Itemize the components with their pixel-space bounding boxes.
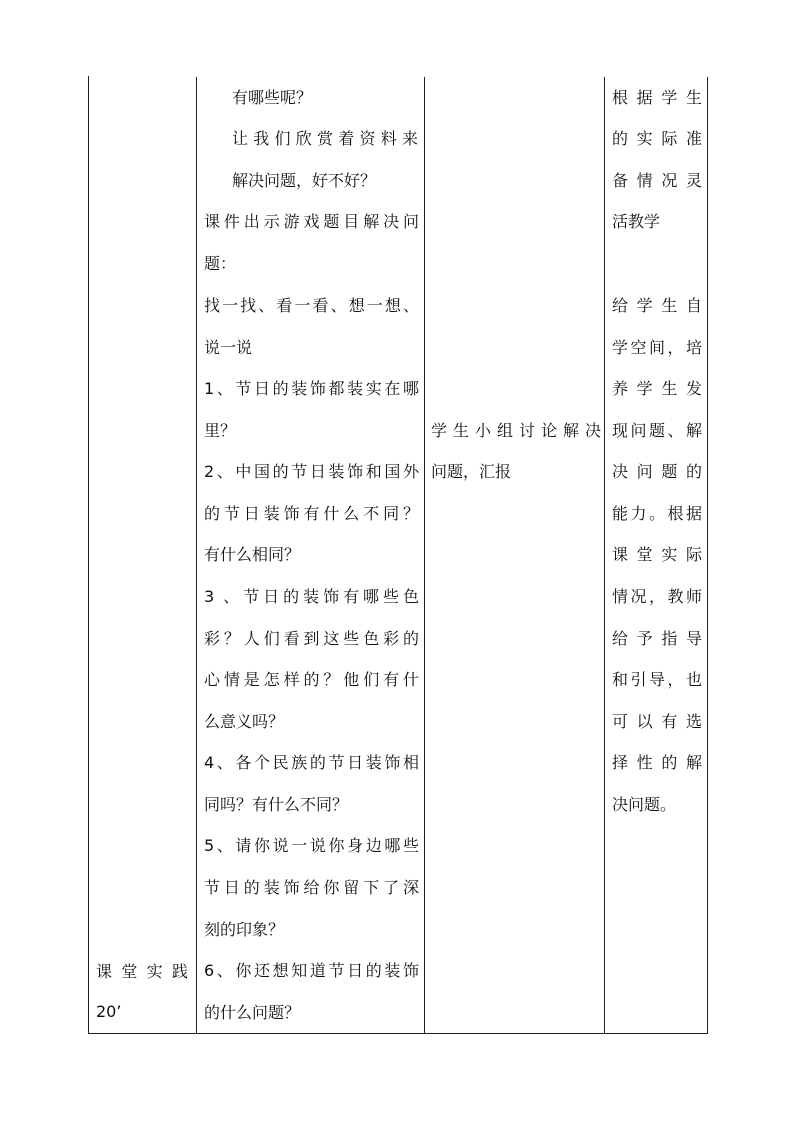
table-divider-2 <box>424 77 425 1034</box>
teacher-text-line: 彩？人们看到这些色彩的 <box>204 629 419 648</box>
intent-text-line: 给学生自 <box>612 296 702 315</box>
stage-label: 课堂实践 <box>96 962 188 981</box>
teacher-text-line: 1、节日的装饰都装实在哪 <box>204 379 419 398</box>
stage-time: 20’ <box>96 1002 122 1021</box>
intent-text-line: 课堂实际 <box>612 545 702 564</box>
intent-text-line: 现问题、解 <box>612 421 702 440</box>
intent-text-line: 和引导，也 <box>612 670 702 689</box>
intent-text-line: 决问题。 <box>612 795 677 814</box>
intent-text-line: 能力。根据 <box>612 504 702 523</box>
teacher-text-line: 的节日装饰有什么不同？ <box>204 504 419 523</box>
teacher-text-line: 课件出示游戏题目解决问 <box>204 212 419 231</box>
student-text-line: 问题，汇报 <box>431 462 512 481</box>
teacher-text-line: 4、各个民族的节日装饰相 <box>204 753 419 772</box>
teacher-text-line: 5、请你说一说你身边哪些 <box>204 836 419 855</box>
intent-text-line: 的实际准 <box>612 129 702 148</box>
intent-text-line: 根据学生 <box>612 88 702 107</box>
teacher-text-line: 找一找、看一看、想一想、 <box>204 296 419 315</box>
teacher-text-line: 节日的装饰给你留下了深 <box>204 878 419 897</box>
teacher-text-line: 有哪些呢？ <box>232 88 313 107</box>
teacher-text-line: 刻的印象？ <box>204 920 285 939</box>
teacher-text-line: 让我们欣赏着资料来 <box>232 129 418 148</box>
intent-text-line: 可以有选 <box>612 712 702 731</box>
teacher-text-line: 说一说 <box>204 338 253 357</box>
intent-text-line: 给予指导 <box>612 629 702 648</box>
teacher-text-line: 有什么相同？ <box>204 545 301 564</box>
table-divider-3 <box>604 77 605 1034</box>
table-divider-1 <box>196 77 197 1034</box>
intent-text-line: 情况，教师 <box>612 587 702 606</box>
student-text-line: 学生小组讨论解决 <box>431 421 601 440</box>
teacher-text-line: 2、中国的节日装饰和国外 <box>204 462 419 481</box>
intent-text-line: 备情况灵 <box>612 171 702 190</box>
intent-text-line: 择性的解 <box>612 753 702 772</box>
intent-text-line: 决问题的 <box>612 462 702 481</box>
teacher-text-line: 里？ <box>204 421 237 440</box>
intent-text-line: 养学生发 <box>612 379 702 398</box>
table-border-left <box>88 77 89 1034</box>
table-border-right <box>707 77 708 1034</box>
teacher-text-line: 解决问题，好不好？ <box>232 171 377 190</box>
teacher-text-line: 么意义吗？ <box>204 712 285 731</box>
teacher-text-line: 的什么问题？ <box>204 1003 301 1022</box>
teacher-text-line: 3 、节日的装饰有哪些色 <box>204 587 419 606</box>
intent-text-line: 学空间，培 <box>612 338 702 357</box>
table-bottom-border <box>88 1033 708 1034</box>
teacher-text-line: 6、你还想知道节日的装饰 <box>204 961 419 980</box>
teacher-text-line: 题： <box>204 254 237 273</box>
intent-text-line: 活教学 <box>612 212 661 231</box>
teacher-text-line: 心情是怎样的？他们有什 <box>204 670 419 689</box>
teacher-text-line: 同吗？有什么不同？ <box>204 795 349 814</box>
